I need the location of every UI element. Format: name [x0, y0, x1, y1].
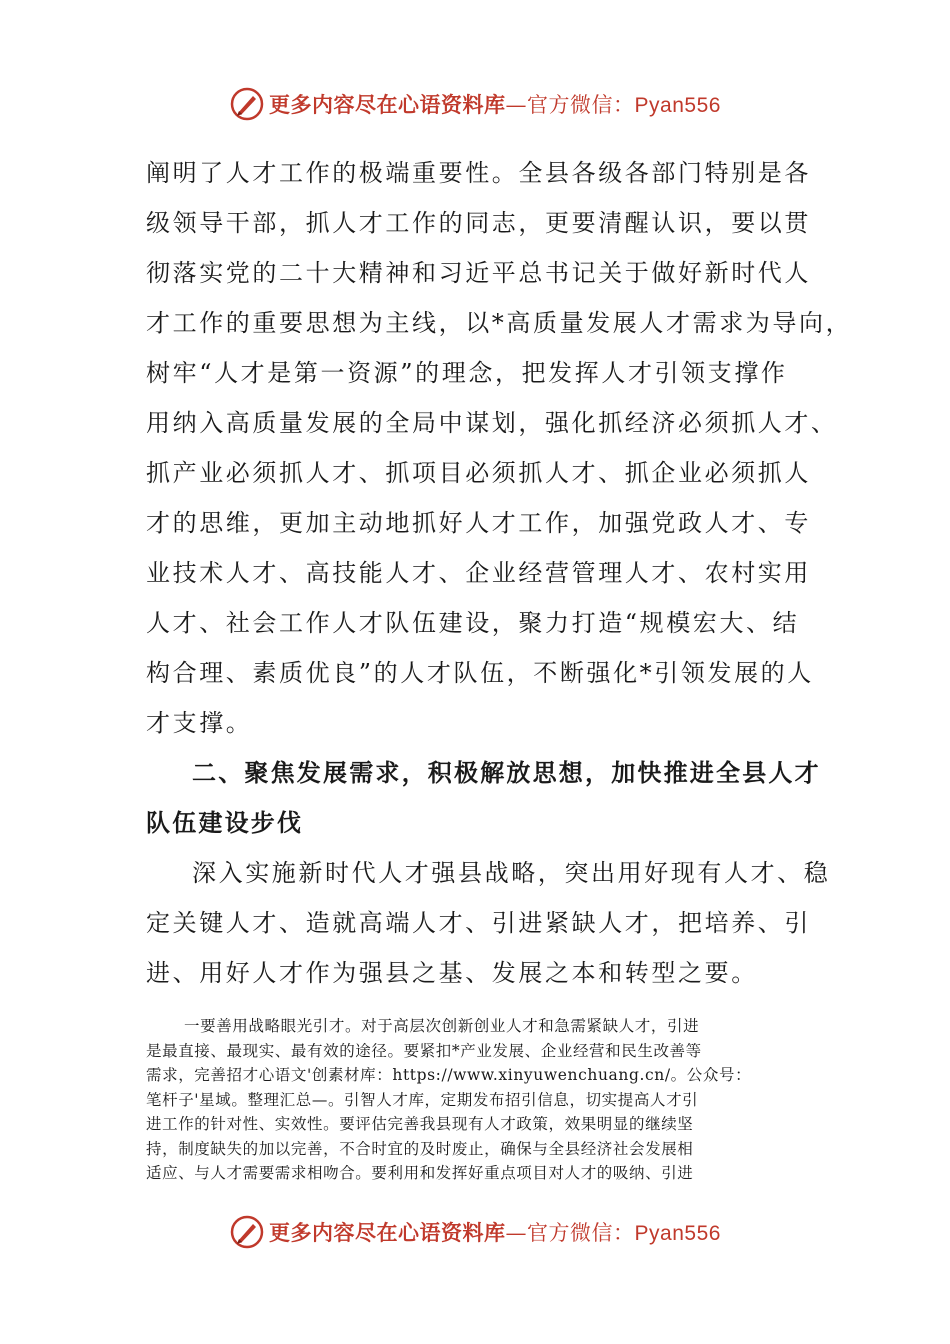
small-text-line: 适应、与人才需要需求相吻合。要利用和发挥好重点项目对人才的吸纳、引进 [146, 1164, 694, 1182]
section-heading: 二、聚焦发展需求，积极解放思想，加快推进全县人才 [192, 758, 821, 787]
banner-main: 更多内容尽在心语资料库 [269, 1220, 506, 1245]
banner-text [269, 1217, 721, 1247]
small-text-line: 持，制度缺失的加以完善，不合时宜的及时废止，确保与全县经济社会发展相 [146, 1139, 694, 1158]
pen-logo-icon [229, 1214, 265, 1250]
small-text-line: 是最直接、最现实、最有效的途径。要紧扣*产业发展、企业经营和民生改善等 [146, 1041, 702, 1060]
small-text-line: 一要善用战略眼光引才。对于高层次创新创业人才和急需紧缺人才，引进 [184, 1017, 700, 1035]
banner-text [269, 89, 721, 119]
section-heading: 队伍建设步伐 [146, 808, 304, 837]
small-text-line: 笔杆子'星域。整理汇总—。引智人才库，定期发布招引信息，切实提高人才引 [146, 1090, 699, 1109]
document-body [146, 148, 853, 998]
banner-wechat: 官方微信：Pyan556 [527, 1222, 721, 1245]
text-line: 阐明了人才工作的极端重要性。全县各级各部门特别是各 [146, 159, 811, 187]
small-paragraph [146, 1014, 806, 1186]
text-line: 人才、社会工作人才队伍建设，聚力打造“规模宏大、结 [146, 609, 800, 637]
header-banner [0, 84, 950, 124]
text-line: 抓产业必须抓人才、抓项目必须抓人才、抓企业必须抓人 [146, 459, 811, 487]
text-line: 才的思维，更加主动地抓好人才工作，加强党政人才、专 [146, 509, 811, 537]
small-text-line: 需求，完善招才心语文'创素材库：https://www.xinyuwenchuang.cn/。公众号： [146, 1066, 752, 1084]
banner-dash: — [505, 93, 528, 117]
banner-wechat: 官方微信：Pyan556 [527, 94, 721, 117]
footer-banner [0, 1212, 950, 1252]
text-line: 才工作的重要思想为主线，以*高质量发展人才需求为导向， [146, 309, 853, 337]
text-line: 彻落实党的二十大精神和习近平总书记关于做好新时代人 [146, 259, 811, 287]
pen-logo-icon [229, 86, 265, 122]
text-line: 定关键人才、造就高端人才、引进紧缺人才，把培养、引 [146, 909, 811, 937]
banner-main: 更多内容尽在心语资料库 [269, 92, 506, 117]
text-line: 深入实施新时代人才强县战略，突出用好现有人才、稳 [192, 859, 831, 887]
small-text-line: 进工作的针对性、实效性。要评估完善我县现有人才政策，效果明显的继续坚 [146, 1115, 694, 1133]
text-line: 才支撑。 [146, 709, 253, 737]
text-line: 进、用好人才作为强县之基、发展之本和转型之要。 [146, 959, 758, 987]
text-line: 业技术人才、高技能人才、企业经营管理人才、农村实用 [146, 559, 811, 587]
text-line: 用纳入高质量发展的全局中谋划，强化抓经济必须抓人才、 [146, 409, 838, 437]
text-line: 级领导干部，抓人才工作的同志，更要清醒认识，要以贯 [146, 209, 811, 237]
text-line: 树牢“人才是第一资源”的理念，把发挥人才引领支撑作 [146, 359, 788, 387]
banner-dash: — [505, 1221, 528, 1245]
text-line: 构合理、素质优良”的人才队伍，不断强化*引领发展的人 [146, 659, 814, 687]
